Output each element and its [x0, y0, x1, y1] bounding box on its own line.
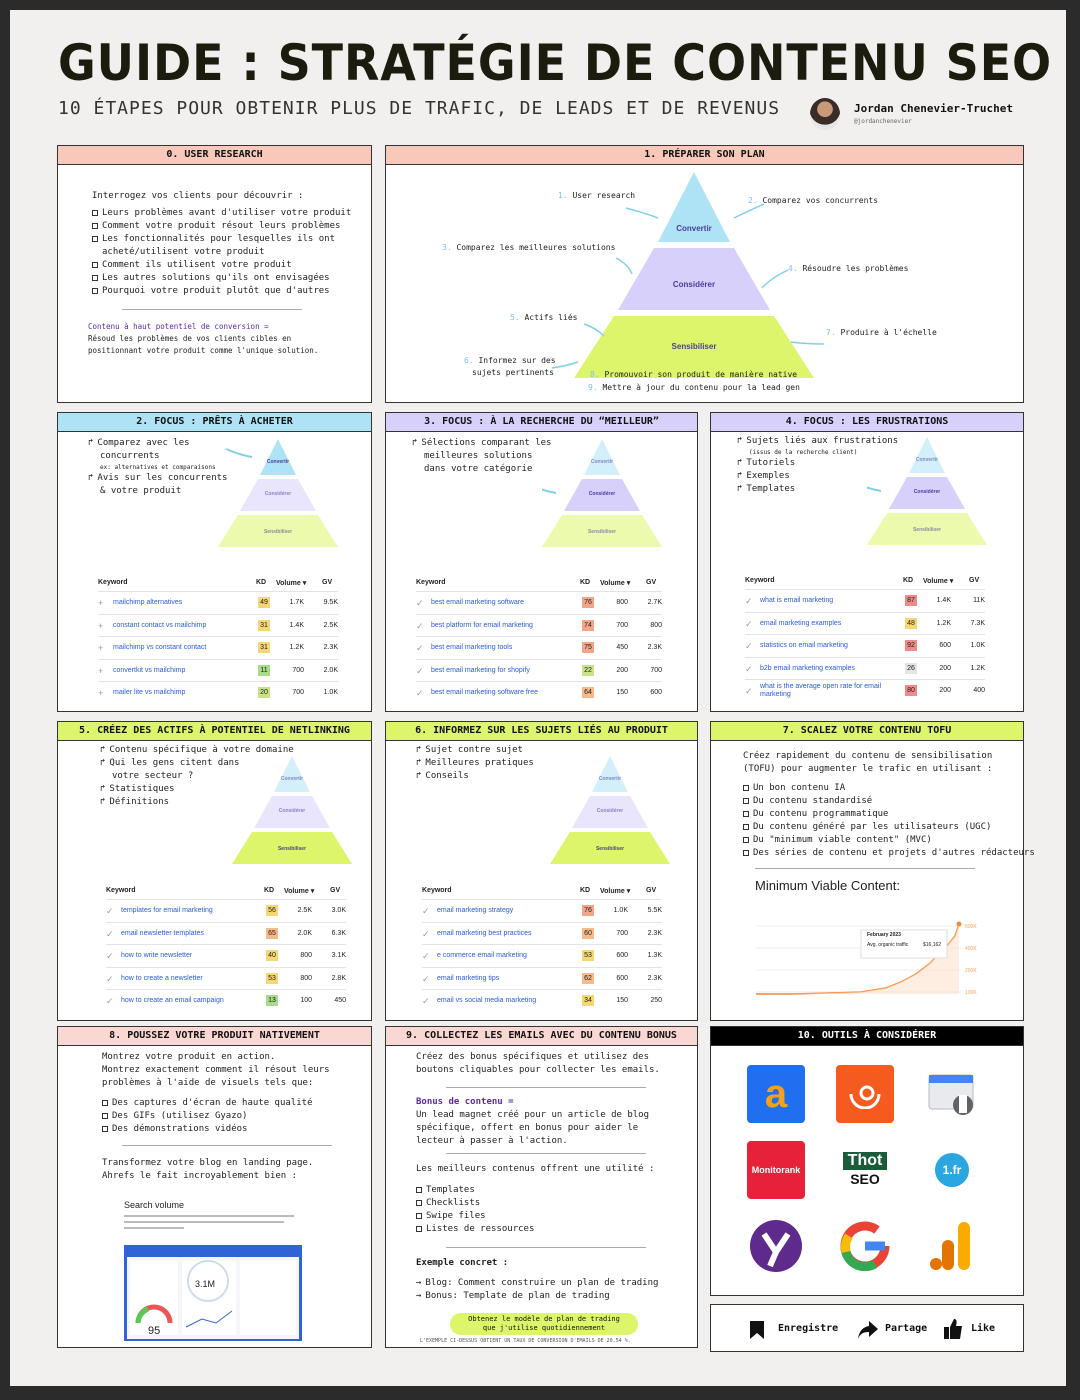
section-best-search: [385, 412, 698, 712]
pyramid-label: Considérer: [588, 491, 616, 497]
keyword-link[interactable]: marketing: [760, 691, 791, 698]
volume-cell: 450: [616, 644, 628, 651]
pyramid-label: Sensibiliser: [263, 529, 293, 535]
keyword-link[interactable]: mailchimp vs constant contact: [113, 644, 207, 651]
table-row[interactable]: [416, 681, 662, 703]
infographic-page: [10, 10, 1066, 1386]
keyword-link[interactable]: how to create a newsletter: [121, 974, 203, 982]
volume-value: 3.1M: [195, 1279, 216, 1289]
research-list: Leurs problèmes avant d'utiliser votre produit Comment votre produit résout leurs problèmes Les fonctionnalités pour lesquelles ils ont acheté/utilisent votre produit Comment ils utilisent votre produit Les autres solutions qu'ils ont envisagées Pourquoi votre produit plutôt que d'autres: [92, 207, 351, 298]
keyword-link[interactable]: how to write newsletter: [121, 952, 193, 959]
kd-badge: 22: [582, 665, 594, 676]
column-header: Keyword: [416, 579, 446, 586]
pyramid-label: Considérer: [278, 808, 306, 814]
column-header: Volume ▾: [276, 580, 307, 587]
kd-badge: 87: [905, 595, 917, 606]
keyword-link[interactable]: statistics on email marketing: [760, 642, 848, 649]
volume-cell: 2.0K: [297, 929, 312, 937]
gv-cell: 7.3K: [970, 619, 985, 627]
column-header: Volume ▾: [600, 888, 631, 895]
check-icon[interactable]: ✓: [422, 973, 430, 984]
plan-label-2: 2. Comparez vos concurrents: [748, 196, 879, 205]
onefr-logo-icon[interactable]: 1.fr: [923, 1141, 981, 1199]
volume-cell: 150: [616, 997, 628, 1004]
share-button[interactable]: Partage: [885, 1323, 928, 1334]
check-icon[interactable]: ✓: [106, 996, 114, 1006]
column-header: GV: [646, 887, 657, 894]
bonus-definition: Un lead magnet créé pour un article de blog spécifique, offert en bonus pour aider le lecteur à passer à l'action.: [416, 1110, 649, 1146]
svg-text:600K: 600K: [965, 924, 977, 930]
gv-cell: 2.3K: [647, 974, 662, 982]
keyword-link[interactable]: best email marketing software: [431, 599, 524, 606]
volume-cell: 150: [616, 689, 628, 696]
pyramid-label-bottom: Sensibiliser: [671, 342, 717, 351]
volume-cell: 1.2K: [936, 619, 951, 627]
kd-badge: 62: [582, 973, 594, 984]
volume-cell: 600: [939, 642, 951, 649]
volume-cell: 800: [616, 599, 628, 606]
gv-cell: 2.3K: [647, 929, 662, 937]
table-row[interactable]: [416, 659, 662, 681]
pyramid-label: Convertir: [266, 459, 290, 465]
author-handle: @jordanchenevier: [854, 118, 912, 125]
volume-cell: 800: [300, 952, 312, 959]
section-outro: Transformez votre blog en landing page. Ahrefs le fait incroyablement bien :: [102, 1158, 314, 1181]
conversion-note: L'EXEMPLE CI-DESSUS OBTIENT UN TAUX DE CONVERSION D'EMAILS DE 20,54 %.: [420, 1338, 631, 1344]
keyword-link[interactable]: how to create an email campaign: [121, 997, 224, 1004]
gv-cell: 400: [973, 687, 985, 694]
section-user-research: [57, 145, 372, 403]
section-tools: [710, 1026, 1024, 1296]
thot-seo-logo-icon[interactable]: Thot SEO: [836, 1141, 894, 1199]
plan-label-6: 6. Informez sur des: [464, 356, 556, 365]
table-row[interactable]: [422, 899, 662, 921]
column-header: Keyword: [98, 579, 128, 586]
kd-badge: 49: [258, 597, 270, 608]
table-row[interactable]: [106, 899, 346, 921]
chart-tooltip-date: February 2023: [867, 932, 901, 938]
section-native-product: [57, 1026, 372, 1348]
volume-cell: 200: [616, 666, 628, 674]
keyword-link[interactable]: mailer lite vs mailchimp: [113, 689, 186, 696]
check-icon[interactable]: ✓: [745, 596, 753, 606]
keyword-link[interactable]: email vs social media marketing: [437, 997, 537, 1004]
funnel-pyramid: [542, 437, 672, 553]
column-header: KD: [580, 887, 591, 894]
gv-cell: 600: [650, 689, 662, 696]
page-subtitle: 10 ÉTAPES POUR OBTENIR PLUS DE TRAFIC, DE LEADS ET DE REVENUS: [58, 98, 781, 119]
gv-cell: 1.2K: [970, 664, 985, 672]
plus-icon[interactable]: +: [98, 643, 104, 653]
table-row[interactable]: [98, 659, 338, 681]
check-icon[interactable]: ✓: [745, 641, 753, 651]
check-icon[interactable]: ✓: [416, 688, 424, 698]
funnel-pyramid: [867, 435, 997, 551]
monitorank-logo-icon[interactable]: Monitorank: [747, 1141, 805, 1199]
pyramid-label: Sensibiliser: [912, 527, 942, 533]
section-text: ↱ Sujets liés aux frustrations (issus de la recherche client) ↱ Tutoriels ↱ Exemples ↱ Templates: [737, 436, 899, 494]
volume-cell: 200: [939, 687, 951, 694]
gv-cell: 9.5K: [323, 599, 338, 606]
column-header: KD: [580, 579, 591, 586]
kd-badge: 92: [905, 640, 917, 651]
funnel-pyramid: [550, 754, 680, 870]
section-text: ↱ Sujet contre sujet ↱ Meilleures pratiques ↱ Conseils: [416, 745, 534, 781]
column-header: Volume ▾: [600, 580, 631, 587]
table-row[interactable]: [422, 922, 662, 944]
section-intro: Interrogez vos clients pour découvrir :: [92, 191, 304, 201]
check-icon[interactable]: ✓: [106, 951, 114, 961]
section-title: 4. FOCUS : LES FRUSTRATIONS: [711, 413, 1023, 432]
keyword-link[interactable]: what is the average open rate for email: [760, 683, 882, 690]
section-text: ↱ Contenu spécifique à votre domaine ↱ Qui les gens citent dans votre secteur ? ↱ Statistiques ↱ Définitions: [100, 745, 294, 807]
chart-tooltip-label: Avg. organic traffic: [867, 942, 909, 948]
column-header: GV: [969, 577, 980, 584]
note-title: Contenu à haut potentiel de conversion =: [88, 322, 269, 331]
ahrefs-logo-icon[interactable]: a: [747, 1065, 805, 1123]
column-header: Volume ▾: [284, 888, 315, 895]
kd-badge: 60: [582, 928, 594, 939]
plan-label-3: 3. Comparez les meilleures solutions: [442, 243, 616, 252]
section-title: 7. SCALEZ VOTRE CONTENU TOFU: [711, 722, 1023, 741]
pyramid-middle: [618, 248, 770, 310]
section-intro: Créez rapidement du contenu de sensibilisation (TOFU) pour augmenter le trafic en utilisant :: [743, 751, 993, 774]
pyramid-label: Considérer: [596, 808, 624, 814]
volume-cell: 2.5K: [297, 907, 312, 914]
chart-title: Minimum Viable Content:: [755, 878, 900, 893]
kd-badge: 56: [266, 905, 278, 916]
funnel-pyramid: [218, 437, 348, 553]
google-logo-icon[interactable]: [836, 1217, 894, 1275]
yoast-logo-icon[interactable]: [747, 1217, 805, 1275]
gv-cell: 3.0K: [331, 907, 346, 914]
pyramid-label: Considérer: [913, 489, 941, 495]
gv-cell: 2.8K: [331, 974, 346, 982]
check-icon[interactable]: ✓: [745, 663, 753, 674]
pyramid-label: Convertir: [915, 457, 939, 463]
table-row[interactable]: [98, 681, 338, 703]
kd-badge: 53: [582, 950, 594, 961]
kd-badge: 20: [258, 687, 270, 698]
volume-cell: 1.4K: [289, 621, 304, 629]
kd-badge: 76: [582, 597, 594, 608]
gv-cell: 1.0K: [970, 642, 985, 649]
volume-cell: 100: [300, 997, 312, 1004]
section-scale-tofu: [710, 721, 1035, 1021]
table-row[interactable]: [416, 636, 662, 658]
section-title: 0. USER RESEARCH: [58, 146, 371, 165]
keyword-link[interactable]: what is email marketing: [760, 597, 834, 604]
keyword-link[interactable]: best email marketing for shopify: [431, 666, 530, 674]
column-header: GV: [330, 887, 341, 894]
plan-label-6b: sujets pertinents: [472, 368, 554, 377]
table-row[interactable]: [98, 591, 338, 613]
column-header: KD: [264, 887, 275, 894]
gv-cell: 2.7K: [647, 599, 662, 606]
bookmark-icon[interactable]: [749, 1320, 765, 1344]
traffic-chart: [751, 908, 991, 1006]
kd-badge: 31: [258, 620, 270, 631]
utility-list: Templates Checklists Swipe files Listes de ressources: [416, 1184, 534, 1236]
kd-badge: 34: [582, 995, 594, 1006]
volume-cell: 1.2K: [289, 644, 304, 651]
pyramid-label: Convertir: [590, 459, 614, 465]
plan-label-5: 5. Actifs liés: [510, 313, 578, 322]
section-title: 5. CRÉEZ DES ACTIFS À POTENTIEL DE NETLINKING: [58, 722, 371, 741]
kd-badge: 13: [266, 995, 278, 1006]
semrush-logo-icon[interactable]: [836, 1065, 894, 1123]
kd-badge: 11: [258, 665, 270, 676]
tofu-list: Un bon contenu IA Du contenu standardisé Du contenu programmatique Du contenu généré par les utilisateurs (UGC) Du "minimum viable content" (MVC) Des séries de contenu et projets d'autres rédacteurs: [743, 782, 1035, 860]
gv-cell: 2.0K: [323, 666, 338, 674]
pyramid-tier: [909, 437, 945, 473]
pyramid-label-top: Convertir: [676, 224, 712, 233]
table-row[interactable]: [745, 612, 985, 634]
section-netlinking: [57, 721, 372, 1021]
pyramid-label: Considérer: [264, 491, 292, 497]
gv-cell: 2.3K: [647, 644, 662, 651]
section-title: 10. OUTILS À CONSIDÉRER: [711, 1027, 1023, 1046]
keyword-link[interactable]: mailchimp alternatives: [113, 599, 183, 606]
table-row[interactable]: [422, 989, 662, 1011]
column-header: Keyword: [106, 887, 136, 894]
volume-cell: 700: [292, 666, 304, 674]
section-title: 2. FOCUS : PRÊTS À ACHETER: [58, 413, 371, 432]
table-row[interactable]: [422, 944, 662, 966]
table-row[interactable]: [745, 589, 985, 611]
column-header: Keyword: [745, 577, 775, 584]
plus-icon[interactable]: +: [98, 665, 104, 676]
google-analytics-icon[interactable]: [923, 1217, 981, 1275]
section-intro: Montrez votre produit en action. Montrez exactement comment il résout leurs problèmes à l'aide de visuels tels que:: [102, 1052, 330, 1088]
table-row[interactable]: [106, 944, 346, 966]
keyword-link[interactable]: best email marketing tools: [431, 644, 513, 651]
kd-badge: 48: [905, 618, 917, 629]
keyword-link[interactable]: email marketing strategy: [437, 907, 514, 914]
section-ready-to-buy: [57, 412, 372, 712]
pyramid-label: Sensibiliser: [587, 529, 617, 535]
kd-badge: 26: [905, 663, 917, 674]
table-row[interactable]: [745, 634, 985, 656]
gv-cell: 1.0K: [323, 689, 338, 696]
table-row[interactable]: [98, 614, 338, 636]
column-header: GV: [322, 579, 333, 586]
section-title: 6. INFORMEZ SUR LES SUJETS LIÉS AU PRODUIT: [386, 722, 697, 741]
plus-icon[interactable]: +: [98, 620, 104, 631]
section-plan: [385, 145, 1024, 403]
funnel-pyramid: [232, 754, 362, 870]
keyword-link[interactable]: e commerce email marketing: [437, 952, 527, 959]
volume-cell: 1.4K: [936, 597, 951, 604]
section-title: 1. PRÉPARER SON PLAN: [386, 146, 1023, 165]
column-header: Volume ▾: [923, 578, 954, 585]
volume-cell: 600: [616, 952, 628, 959]
kd-badge: 53: [266, 973, 278, 984]
kd-badge: 76: [582, 905, 594, 916]
save-button[interactable]: Enregistre: [778, 1323, 839, 1334]
check-icon[interactable]: ✓: [745, 686, 753, 696]
pointer-arrow: [226, 449, 252, 457]
plan-label-1: 1. User research: [558, 191, 636, 200]
check-icon[interactable]: ✓: [745, 618, 753, 629]
volume-cell: 1.7K: [289, 599, 304, 606]
svg-text:200K: 200K: [965, 968, 977, 974]
author-block: [810, 98, 1060, 134]
plan-label-4: 4. Résoudre les problèmes: [788, 264, 909, 273]
avatar: [810, 98, 840, 130]
table-row[interactable]: [106, 967, 346, 989]
check-icon[interactable]: ✓: [422, 996, 430, 1006]
section-frustrations: [710, 412, 1024, 712]
kd-badge: 65: [266, 928, 278, 939]
svg-text:100K: 100K: [965, 990, 977, 996]
pyramid-tier: [584, 439, 620, 475]
keyword-link[interactable]: best email marketing software free: [431, 689, 538, 696]
column-header: GV: [646, 579, 657, 586]
keyword-link[interactable]: best platform for email marketing: [431, 621, 533, 629]
svg-text:400K: 400K: [965, 946, 977, 952]
kd-badge: 80: [905, 685, 917, 696]
volume-cell: 700: [616, 621, 628, 629]
section-text: ↱ Comparez avec les concurrents ex: alternatives et comparaisons ↱ Avis sur les concurrents & votre produit: [88, 438, 228, 496]
volume-cell: 200: [939, 664, 951, 672]
gv-cell: 1.3K: [647, 952, 662, 959]
keyword-link[interactable]: b2b email marketing examples: [760, 664, 855, 672]
column-header: KD: [256, 579, 267, 586]
check-icon[interactable]: ✓: [422, 928, 430, 939]
keyword-link[interactable]: convertkit vs mailchimp: [113, 666, 186, 674]
kd-badge: 40: [266, 950, 278, 961]
cta-button[interactable]: Obtenez le modèle de plan de trading que j'utilise quotidiennement: [450, 1313, 638, 1335]
plan-label-8: 8. Promouvoir son produit de manière native: [590, 370, 798, 379]
kd-badge: 64: [582, 687, 594, 698]
gv-cell: 800: [650, 621, 662, 629]
column-header: Keyword: [422, 887, 452, 894]
check-icon[interactable]: ✓: [422, 906, 430, 916]
plan-label-9: 9. Mettre à jour du contenu pour la lead gen: [588, 383, 800, 392]
table-row[interactable]: [106, 989, 346, 1011]
like-button[interactable]: Like: [971, 1323, 996, 1334]
screenshot-title: Search volume: [124, 1200, 185, 1210]
like-icon[interactable]: [943, 1318, 963, 1344]
section-product-topics: [385, 721, 698, 1021]
table-row[interactable]: [745, 657, 985, 679]
section-text: ↱ Sélections comparant les meilleures solutions dans votre catégorie: [412, 438, 552, 474]
page-title: GUIDE : STRATÉGIE DE CONTENU SEO: [58, 34, 1053, 92]
table-row[interactable]: [106, 922, 346, 944]
check-icon[interactable]: ✓: [416, 598, 424, 608]
pyramid-label: Sensibiliser: [595, 846, 625, 852]
author-name: Jordan Chenevier-Truchet: [854, 102, 1013, 115]
gv-cell: 3.1K: [331, 952, 346, 959]
pyramid-label-middle: Considérer: [672, 280, 716, 289]
check-icon[interactable]: ✓: [106, 906, 114, 916]
table-row[interactable]: [416, 614, 662, 636]
example-title: Exemple concret :: [416, 1258, 509, 1268]
pyramid-tier: [592, 756, 628, 792]
section-title: 8. POUSSEZ VOTRE PRODUIT NATIVEMENT: [58, 1027, 371, 1046]
note-text: Résoud les problèmes de vos clients cibles en positionnant votre produit comme l'unique solution.: [88, 334, 319, 355]
check-icon[interactable]: ✓: [416, 620, 424, 631]
pyramid-label: Convertir: [598, 776, 622, 782]
pyramid-tier: [274, 756, 310, 792]
share-icon[interactable]: [857, 1320, 879, 1344]
check-icon[interactable]: ✓: [416, 665, 424, 676]
keyword-link[interactable]: email marketing tips: [437, 974, 500, 982]
kd-score: 95: [148, 1325, 161, 1337]
table-row[interactable]: [422, 967, 662, 989]
keyword-link[interactable]: email marketing best practices: [437, 929, 532, 937]
check-icon[interactable]: ✓: [416, 643, 424, 653]
pyramid-tier: [260, 439, 296, 475]
plan-label-7: 7. Produire à l'échelle: [826, 328, 937, 337]
gv-cell: 2.3K: [323, 644, 338, 651]
keyword-link[interactable]: email marketing examples: [760, 619, 842, 627]
best-content: Les meilleurs contenus offrent une utilité :: [416, 1164, 655, 1174]
check-icon[interactable]: ✓: [422, 951, 430, 961]
volume-cell: 700: [292, 689, 304, 696]
gv-cell: 250: [650, 997, 662, 1004]
example-lines: → Blog: Comment construire un plan de trading → Bonus: Template de plan de trading: [416, 1278, 659, 1301]
volume-cell: 800: [300, 974, 312, 982]
gv-cell: 6.3K: [331, 929, 346, 937]
plus-icon[interactable]: +: [98, 688, 104, 698]
visuals-list: Des captures d'écran de haute qualité Des GIFs (utilisez Gyazo) Des démonstrations vidéos: [102, 1097, 312, 1136]
gv-cell: 2.5K: [323, 621, 338, 629]
gv-cell: 700: [650, 666, 662, 674]
keyword-link[interactable]: email newsletter templates: [121, 929, 204, 937]
chart-tooltip-value: $16,162: [923, 942, 942, 948]
volume-cell: 1.0K: [613, 907, 628, 914]
keyword-link[interactable]: constant contact vs mailchimp: [113, 621, 207, 629]
volume-cell: 700: [616, 929, 628, 937]
section-title: 3. FOCUS : À LA RECHERCHE DU “MEILLEUR”: [386, 413, 697, 432]
column-header: KD: [903, 577, 914, 584]
bonus-title: Bonus de contenu =: [416, 1097, 514, 1107]
pyramid-label: Sensibiliser: [277, 846, 307, 852]
kd-badge: 74: [582, 620, 594, 631]
section-title: 9. COLLECTEZ LES EMAILS AVEC DU CONTENU BONUS: [386, 1027, 697, 1046]
table-row[interactable]: [98, 636, 338, 658]
action-bar: [710, 1304, 1024, 1352]
gv-cell: 5.5K: [647, 907, 662, 914]
check-icon[interactable]: ✓: [106, 973, 114, 984]
kd-badge: 31: [258, 642, 270, 653]
kd-badge: 75: [582, 642, 594, 653]
gv-cell: 11K: [973, 597, 985, 604]
table-row[interactable]: [745, 679, 985, 701]
table-row[interactable]: [416, 591, 662, 613]
volume-cell: 600: [616, 974, 628, 982]
section-bonus-content: [385, 1026, 698, 1348]
keyword-link[interactable]: templates for email marketing: [121, 907, 213, 914]
gv-cell: 450: [334, 997, 346, 1004]
search-console-icon[interactable]: [923, 1065, 981, 1123]
check-icon[interactable]: ✓: [106, 928, 114, 939]
plus-icon[interactable]: +: [98, 598, 104, 608]
pyramid-label: Convertir: [280, 776, 304, 782]
section-intro: Créez des bonus spécifiques et utilisez des boutons cliquables pour collecter les emails.: [416, 1052, 660, 1075]
